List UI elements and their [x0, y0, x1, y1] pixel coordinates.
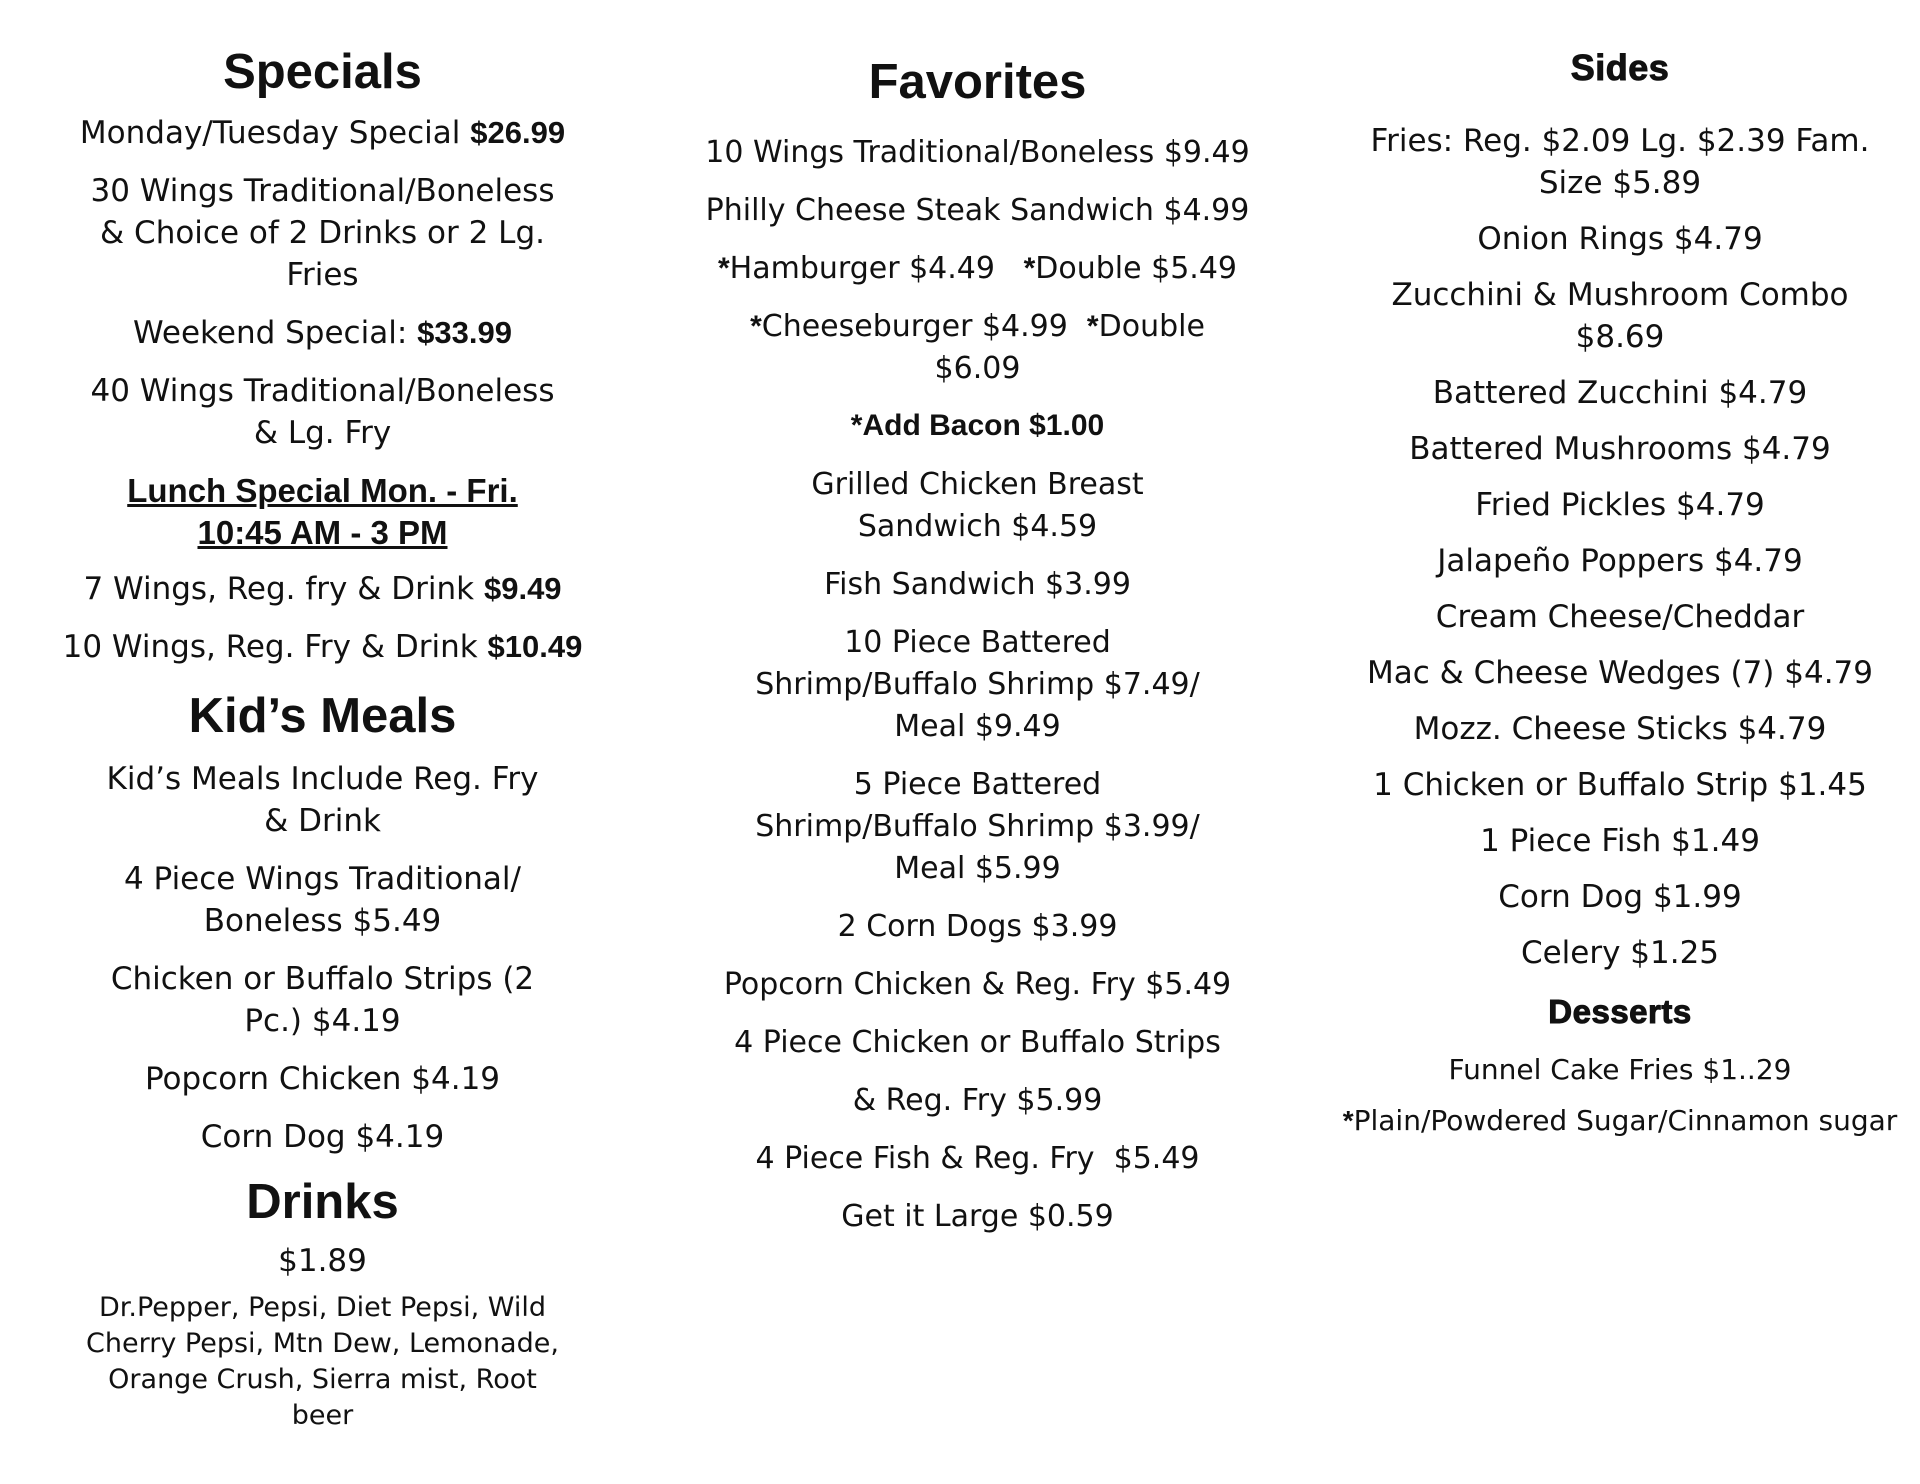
drinks-heading: Drinks — [246, 1175, 399, 1229]
lunch-special-7-wings — [40, 568, 605, 610]
sides-item: Fries: Reg. $2.09 Lg. $2.39 Fam. Size $5.89 — [1370, 123, 1870, 201]
mon-tue-description: 30 Wings Traditional/Boneless & Choice of 2 Drinks or 2 Lg. Fries — [90, 173, 555, 293]
asterisk-mark: * — [717, 252, 730, 285]
sides-item: Corn Dog $1.99 — [1498, 879, 1742, 915]
kids-item: 4 Piece Wings Traditional/ Boneless $5.49 — [123, 861, 521, 939]
favorites-item: Grilled Chicken Breast Sandwich $4.59 — [811, 467, 1144, 544]
sides-heading: Sides — [1570, 47, 1670, 88]
asterisk-mark: * — [750, 310, 762, 343]
specials-column — [40, 0, 605, 1448]
toppings-label: Plain/Powdered Sugar/Cinnamon sugar — [1353, 1104, 1898, 1137]
sides-item: Battered Zucchini $4.79 — [1432, 375, 1808, 411]
favorites-item: 4 Piece Fish & Reg. Fry $5.49 — [755, 1141, 1200, 1176]
sides-item: Cream Cheese/Cheddar — [1435, 599, 1805, 635]
specials-heading: Specials — [223, 45, 422, 99]
favorites-column — [690, 0, 1265, 1254]
asterisk-mark: * — [1086, 310, 1099, 343]
sides-item: 1 Piece Fish $1.49 — [1480, 823, 1760, 859]
mon-tue-label: Monday/Tuesday Special — [79, 115, 471, 151]
sides-item: Jalapeño Poppers $4.79 — [1437, 543, 1803, 579]
hamburger-double: Double $5.49 — [1035, 251, 1237, 286]
weekend-description: 40 Wings Traditional/Boneless & Lg. Fry — [90, 373, 555, 451]
favorites-item: 10 Wings Traditional/Boneless $9.49 — [705, 135, 1250, 170]
desserts-heading: Desserts — [1548, 993, 1692, 1030]
favorites-item: Philly Cheese Steak Sandwich $4.99 — [705, 193, 1250, 228]
drinks-price: $1.89 — [278, 1243, 367, 1279]
lunch2-price: $10.49 — [487, 629, 583, 664]
desserts-item: Funnel Cake Fries $1..29 — [1448, 1053, 1792, 1086]
sides-item: Mac & Cheese Wedges (7) $4.79 — [1366, 655, 1874, 691]
favorites-item: Fish Sandwich $3.99 — [824, 567, 1131, 602]
asterisk-mark: * — [1342, 1105, 1354, 1136]
hamburger-label: Hamburger $4.49 — [729, 251, 1024, 286]
cheeseburger-label: Cheeseburger $4.99 — [761, 309, 1087, 344]
kids-item: Popcorn Chicken $4.19 — [144, 1061, 501, 1097]
sides-column — [1325, 0, 1915, 1154]
sides-item: Mozz. Cheese Sticks $4.79 — [1413, 711, 1827, 747]
cheeseburger-double: Double $6.09 — [934, 309, 1205, 386]
drinks-list: Dr.Pepper, Pepsi, Diet Pepsi, Wild Cherry Pepsi, Mtn Dew, Lemonade, Orange Crush, Sierra mist, Root beer — [86, 1292, 559, 1431]
kids-item: Corn Dog $4.19 — [200, 1119, 445, 1155]
sides-item: 1 Chicken or Buffalo Strip $1.45 — [1373, 767, 1867, 803]
favorites-item: Get it Large $0.59 — [841, 1199, 1114, 1234]
sides-item: Onion Rings $4.79 — [1477, 221, 1763, 257]
mon-tue-special — [40, 112, 605, 154]
add-bacon: *Add Bacon $1.00 — [850, 409, 1105, 442]
favorites-item: Popcorn Chicken & Reg. Fry $5.49 — [723, 967, 1232, 1002]
sides-item: Celery $1.25 — [1520, 935, 1720, 971]
weekend-special — [40, 312, 605, 354]
favorites-hamburger — [690, 248, 1265, 290]
favorites-item: 4 Piece Chicken or Buffalo Strips — [734, 1025, 1221, 1060]
lunch1-label: 7 Wings, Reg. fry & Drink — [83, 571, 484, 607]
favorites-item: 2 Corn Dogs $3.99 — [837, 909, 1118, 944]
kids-item: Chicken or Buffalo Strips (2 Pc.) $4.19 — [110, 961, 535, 1039]
favorites-item: 10 Piece Battered Shrimp/Buffalo Shrimp $7.49/ Meal $9.49 — [755, 625, 1200, 744]
favorites-item: 5 Piece Battered Shrimp/Buffalo Shrimp $3.99/ Meal $5.99 — [755, 767, 1200, 886]
sides-item: Battered Mushrooms $4.79 — [1409, 431, 1831, 467]
lunch-special-10-wings — [40, 626, 605, 668]
weekend-price: $33.99 — [417, 315, 512, 350]
lunch-special-heading: Lunch Special Mon. - Fri. 10:45 AM - 3 PM — [127, 472, 518, 551]
favorites-heading: Favorites — [868, 55, 1087, 109]
lunch1-price: $9.49 — [483, 571, 562, 606]
desserts-toppings — [1325, 1103, 1915, 1139]
mon-tue-price: $26.99 — [470, 115, 566, 150]
favorites-cheeseburger — [690, 306, 1265, 390]
sides-item: Zucchini & Mushroom Combo $8.69 — [1391, 277, 1849, 355]
kids-meals-heading: Kid’s Meals — [188, 689, 457, 743]
kids-item: Kid’s Meals Include Reg. Fry & Drink — [106, 761, 539, 839]
weekend-label: Weekend Special: — [133, 315, 418, 351]
favorites-item: & Reg. Fry $5.99 — [852, 1083, 1103, 1118]
lunch2-label: 10 Wings, Reg. Fry & Drink — [62, 629, 488, 665]
sides-item: Fried Pickles $4.79 — [1475, 487, 1765, 523]
asterisk-mark: * — [1023, 252, 1036, 285]
